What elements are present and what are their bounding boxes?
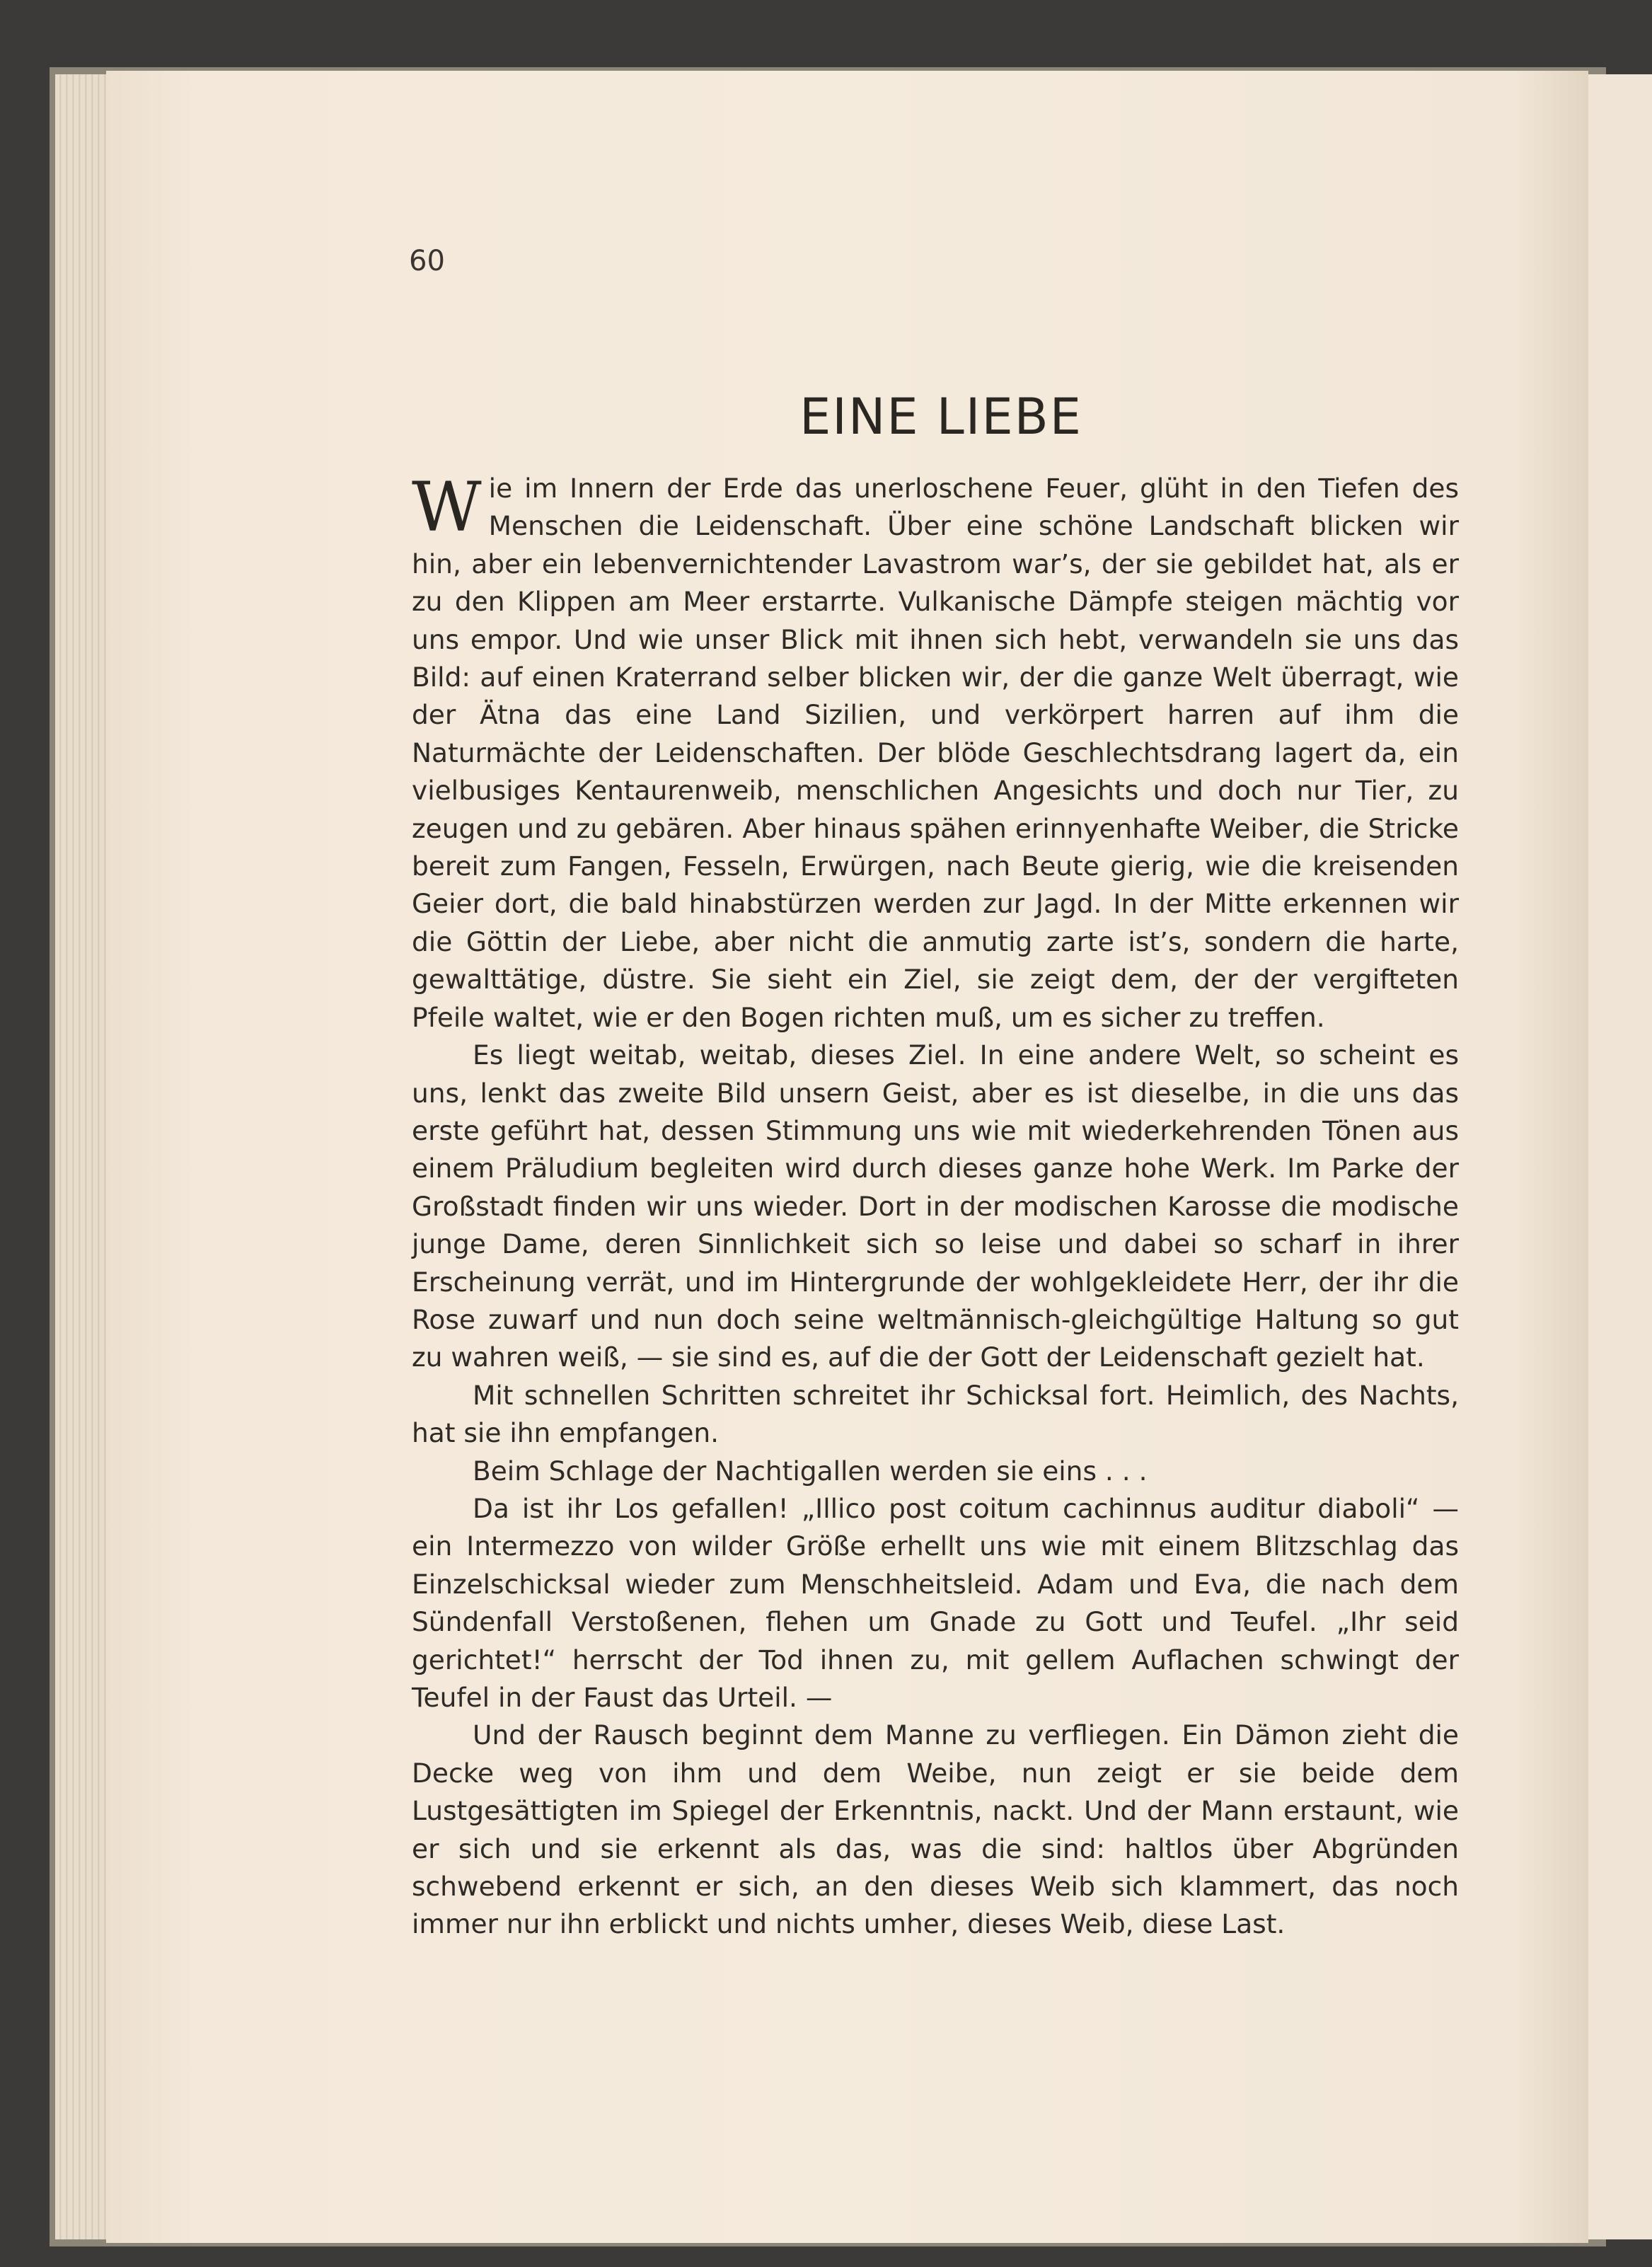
- drop-cap: W: [412, 468, 482, 547]
- paragraph-1: [412, 470, 1459, 1037]
- paragraph-6: Und der Rausch beginnt dem Manne zu verfliegen. Ein Dämon zieht die Decke weg von ihm und dem Weibe, nun zeigt er sie beide dem Lustgesättigten im Spiegel der Erkenntnis, nackt. Und der Mann erstaunt, wie er sich und sie erkennt als das, was die sind: haltlos über Abgründen schwebend erkennt er sich, an den dieses Weib sich klammert, das noch immer nur ihn erblickt und nichts umher, dieses Weib, diese Last.: [412, 1719, 1459, 1940]
- page-number: 60: [409, 245, 445, 277]
- facing-page-edge: [1585, 74, 1652, 2239]
- paragraph-3: Mit schnellen Schritten schreitet ihr Schicksal fort. Heimlich, des Nachts, hat sie ihn empfangen.: [412, 1379, 1459, 1449]
- body-text: [412, 470, 1459, 1944]
- chapter-title: EINE LIEBE: [799, 388, 1082, 446]
- paragraph-2: Es liegt weitab, weitab, dieses Ziel. In eine andere Welt, so scheint es uns, lenkt das zweite Bild unsern Geist, aber es ist dieselbe, in die uns das erste geführt hat, dessen Stimmung uns wie mit wiederkehrenden Tönen aus einem Präludium begleiten wird durch dieses ganze hohe Werk. Im Parke der Großstadt finden wir uns wieder. Dort in der modischen Karosse die modische junge Dame, deren Sinnlichkeit sich so leise und dabei so scharf in ihrer Erscheinung verrät, und im Hintergrunde der wohlgekleidete Herr, der ihr die Rose zuwarf und nun doch seine weltmännisch-gleichgültige Haltung so gut zu wahren weiß, — sie sind es, auf die der Gott der Leidenschaft gezielt hat.: [412, 1039, 1459, 1373]
- paragraph-1-text: ie im Innern der Erde das unerloschene Feuer, glüht in den Tiefen des Menschen die Leidenschaft. Über eine schöne Landschaft blicken wir hin, aber ein lebenvernichtender Lavastrom war’s, der sie gebildet hat, als er zu den Klippen am Meer erstarrte. Vulkanische Dämpfe steigen mächtig vor uns empor. Und wie unser Blick mit ihnen sich hebt, verwandeln sie uns das Bild: auf einen Kraterrand selber blicken wir, der die ganze Welt überragt, wie der Ätna das eine Land Sizilien, und verkörpert harren auf ihm die Naturmächte der Leidenschaften. Der blöde Geschlechtsdrang lagert da, ein vielbusiges Kentaurenweib, menschlichen Angesichts und doch nur Tier, zu zeugen und zu gebären. Aber hinaus spähen erinnyenhafte Weiber, die Stricke bereit zum Fangen, Fesseln, Erwürgen, nach Beute gierig, wie die kreisenden Geier dort, die bald hinabstürzen werden zur Jagd. In der Mitte erkennen wir die Göttin der Liebe, aber nicht die anmutig zarte ist’s, sondern die harte, gewalttätige, düstre. Sie sieht ein Ziel, sie zeigt dem, der der vergifteten Pfeile waltet, wie er den Bogen richten muß, um es sicher zu treffen.: [412, 473, 1459, 1033]
- paragraph-5: Da ist ihr Los gefallen! „Illico post coitum cachinnus auditur diaboli“ — ein Intermezzo von wilder Größe erhellt uns wie mit einem Blitzschlag das Einzelschicksal wieder zum Menschheitsleid. Adam und Eva, die nach dem Sündenfall Verstoßenen, flehen um Gnade zu Gott und Teufel. „Ihr seid gerichtet!“ herrscht der Tod ihnen zu, mit gellem Auflachen schwingt der Teufel in der Faust das Urteil. —: [412, 1492, 1459, 1713]
- paragraph-4: Beim Schlage der Nachtigallen werden sie eins . . .: [473, 1455, 1148, 1487]
